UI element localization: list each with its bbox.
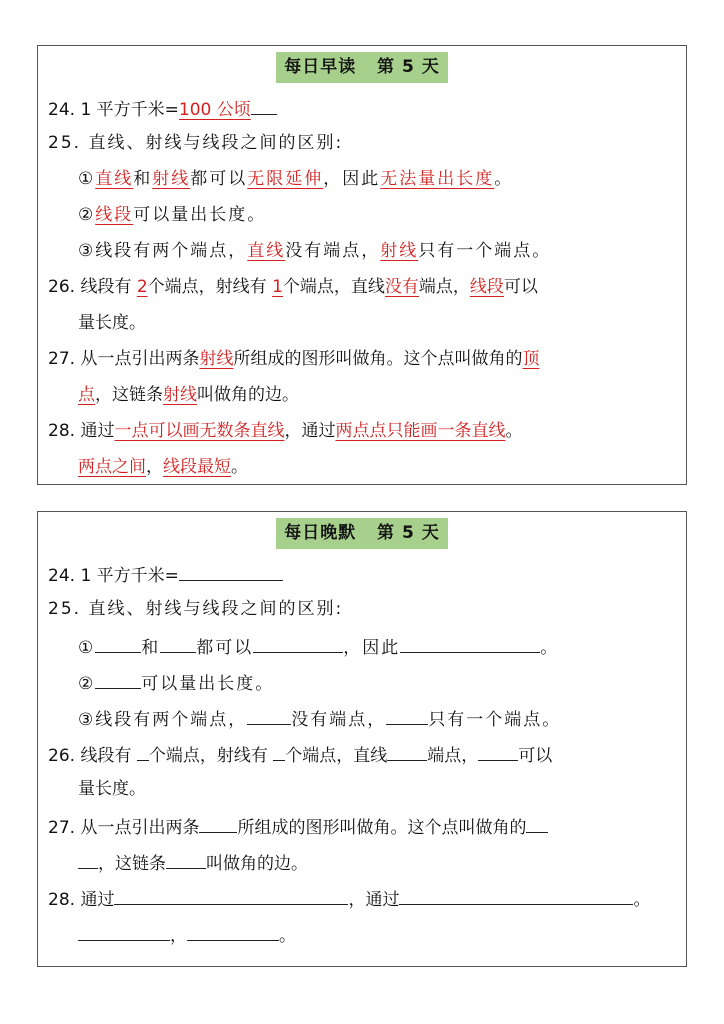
answer: 直线 [247,241,286,261]
text: 个端点，射线有 [148,746,274,766]
text: 端点， [418,277,470,297]
text: 24. 1 平方千米= [48,566,179,586]
answer: 无法量出长度 [380,169,495,189]
answer: 顶 [522,349,540,369]
evening-title: 每日晚默 第 5 天 [276,518,447,549]
morning-q26-cont: 量长度。 [78,313,146,333]
morning-q27 [48,347,539,371]
text: ，这链条 [95,385,163,405]
text: 可以量出长度。 [133,205,267,225]
answer-blank[interactable] [400,633,540,653]
evening-q27 [48,813,548,837]
evening-q25-item3 [78,705,561,729]
answer-blank[interactable] [387,741,427,761]
text: ，因此 [323,169,381,189]
evening-q25-item2 [78,669,274,693]
text: 和 [141,638,161,658]
text: 。 [633,890,651,910]
text: ， [146,457,163,477]
answer-blank[interactable] [78,921,170,941]
text: 所组成的图形叫做角。这个点叫做角的 [237,818,527,838]
evening-q27-cont [78,849,308,873]
answer-blank[interactable] [114,885,348,905]
morning-q25-item3 [78,239,551,263]
text: 。 [540,638,560,658]
answer-blank[interactable] [526,813,548,833]
evening-q26 [48,741,552,765]
text: ，这链条 [98,854,166,874]
morning-q24 [48,95,277,119]
text: 都可以 [196,638,254,658]
answer-blank[interactable] [137,741,149,761]
answer: 两点点只能画一条直线 [335,421,506,441]
text: 可以 [503,277,538,297]
q24-text: 24. 1 平方千米= [48,100,179,120]
text: 。 [505,421,523,441]
answer: 两点之间 [78,457,146,477]
item-mark: ① [78,638,96,658]
evening-q28-cont [78,921,296,945]
evening-q25-stem: 25. 直线、射线与线段之间的区别: [48,599,344,619]
evening-q24 [48,561,283,585]
text: 没有端点， [291,710,387,730]
text: 个端点，直线 [285,746,388,766]
evening-q25-item1 [78,633,559,657]
morning-q28-cont [78,455,248,479]
answer-blank[interactable] [95,669,141,689]
answer: 1 [272,277,283,297]
answer-blank[interactable] [253,633,343,653]
text: 28. 通过 [48,421,115,441]
answer: 射线 [152,169,191,189]
q24-answer: 100 公顷 [178,100,251,120]
text: ，因此 [343,638,401,658]
text: 和 [133,169,153,189]
answer: 线段最短 [163,457,231,477]
morning-reading-panel [37,45,687,485]
text: 端点， [427,746,479,766]
morning-q25-stem: 25. 直线、射线与线段之间的区别: [48,133,344,153]
answer: 射线 [380,241,419,261]
text: ，通过 [348,890,400,910]
text: ③线段有两个端点， [78,241,248,261]
morning-title: 每日早读 第 5 天 [276,52,447,83]
text: 26. 线段有 [48,277,137,297]
text: 叫做角的边。 [206,854,308,874]
evening-q26-cont: 量长度。 [78,779,146,799]
text: ， [170,926,187,946]
answer-blank[interactable] [160,633,196,653]
answer: 线段 [95,205,134,225]
text: 28. 通过 [48,890,115,910]
answer-blank[interactable] [199,813,237,833]
answer: 没有 [384,277,419,297]
item-mark: ① [78,169,96,189]
morning-q26 [48,275,538,299]
morning-q28 [48,419,522,443]
answer: 射线 [163,385,197,405]
text: 只有一个端点。 [418,241,552,261]
text: 。 [494,169,514,189]
text: 27. 从一点引出两条 [48,349,200,369]
text: 27. 从一点引出两条 [48,818,200,838]
answer-blank[interactable] [399,885,633,905]
text: 可以量出长度。 [141,674,275,694]
answer: 点 [78,385,95,405]
morning-q27-cont [78,383,299,407]
morning-q25-item1 [78,167,513,191]
answer: 射线 [199,349,234,369]
evening-q28 [48,885,650,909]
text: 个端点，直线 [282,277,385,297]
item-mark: ② [78,674,96,694]
answer-blank[interactable] [478,741,518,761]
item-mark: ② [78,205,96,225]
text: 可以 [518,746,553,766]
answer-blank[interactable] [273,741,285,761]
text: 所组成的图形叫做角。这个点叫做角的 [233,349,523,369]
text: ，通过 [284,421,336,441]
text: 叫做角的边。 [197,385,299,405]
answer: 一点可以画无数条直线 [114,421,285,441]
text: 。 [279,926,296,946]
text: 没有端点， [285,241,381,261]
morning-q25-item2 [78,203,266,227]
text: 个端点，射线有 [147,277,273,297]
answer-blank[interactable] [95,633,141,653]
answer-blank[interactable] [247,705,291,725]
text: 。 [231,457,248,477]
answer-blank[interactable] [166,849,206,869]
answer-blank[interactable] [78,849,98,869]
text: 都可以 [190,169,248,189]
answer: 线段 [469,277,504,297]
text: 26. 线段有 [48,746,137,766]
q24-underline [251,95,277,115]
evening-dictation-panel [37,511,687,967]
answer-blank[interactable] [386,705,428,725]
answer: 2 [136,277,148,297]
answer: 直线 [95,169,134,189]
answer-blank[interactable] [187,921,279,941]
answer: 无限延伸 [247,169,324,189]
text: 只有一个端点。 [428,710,562,730]
text: ③线段有两个端点， [78,710,248,730]
answer-blank[interactable] [179,561,283,581]
